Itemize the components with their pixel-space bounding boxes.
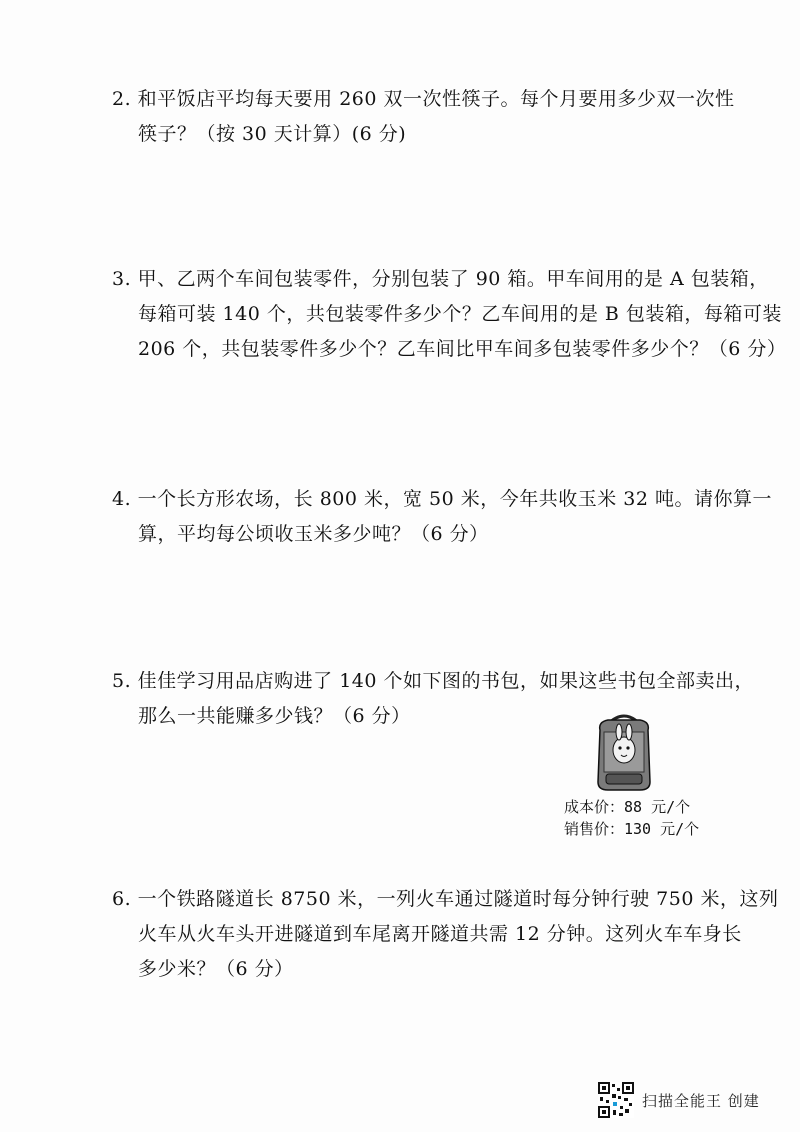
problem-4 — [112, 482, 773, 552]
problem-2-line-1: 2. 和平饭店平均每天要用 260 双一次性筷子。每个月要用多少双一次性 — [112, 88, 735, 110]
problem-3-line-2: 每箱可装 140 个，共包装零件多少个？乙车间用的是 B 包装箱，每箱可装 — [138, 303, 782, 325]
sale-price: 销售价：130 元/个 — [564, 820, 700, 838]
qr-code-icon — [598, 1082, 634, 1118]
scanner-watermark — [598, 1082, 760, 1118]
price-info — [564, 796, 699, 840]
problem-6-line-3: 多少米？（6 分） — [138, 958, 294, 980]
problem-3 — [112, 262, 787, 367]
problem-2-line-2: 筷子？（按 30 天计算）(6 分) — [138, 123, 407, 145]
problem-5-line-1: 5. 佳佳学习用品店购进了 140 个如下图的书包，如果这些书包全部卖出， — [112, 670, 755, 692]
problem-6-line-2: 火车从火车头开进隧道到车尾离开隧道共需 12 分钟。这列火车车身长 — [138, 923, 742, 945]
problem-5-line-2: 那么一共能赚多少钱？（6 分） — [138, 705, 411, 727]
watermark-text: 扫描全能王 创建 — [642, 1091, 760, 1110]
problem-6 — [112, 882, 779, 987]
problem-4-line-2: 算，平均每公顷收玉米多少吨？（6 分） — [138, 523, 489, 545]
schoolbag-image — [594, 710, 654, 792]
problem-3-line-1: 3. 甲、乙两个车间包装零件，分别包装了 90 箱。甲车间用的是 A 包装箱， — [112, 268, 769, 290]
problem-3-line-3: 206 个，共包装零件多少个？乙车间比甲车间多包装零件多少个？（6 分） — [138, 338, 787, 360]
problem-4-line-1: 4. 一个长方形农场，长 800 米，宽 50 米，今年共收玉米 32 吨。请你算一 — [112, 488, 773, 510]
problem-2 — [112, 82, 735, 152]
cost-price: 成本价：88 元/个 — [564, 798, 691, 816]
problem-6-line-1: 6. 一个铁路隧道长 8750 米，一列火车通过隧道时每分钟行驶 750 米，这列 — [112, 888, 779, 910]
